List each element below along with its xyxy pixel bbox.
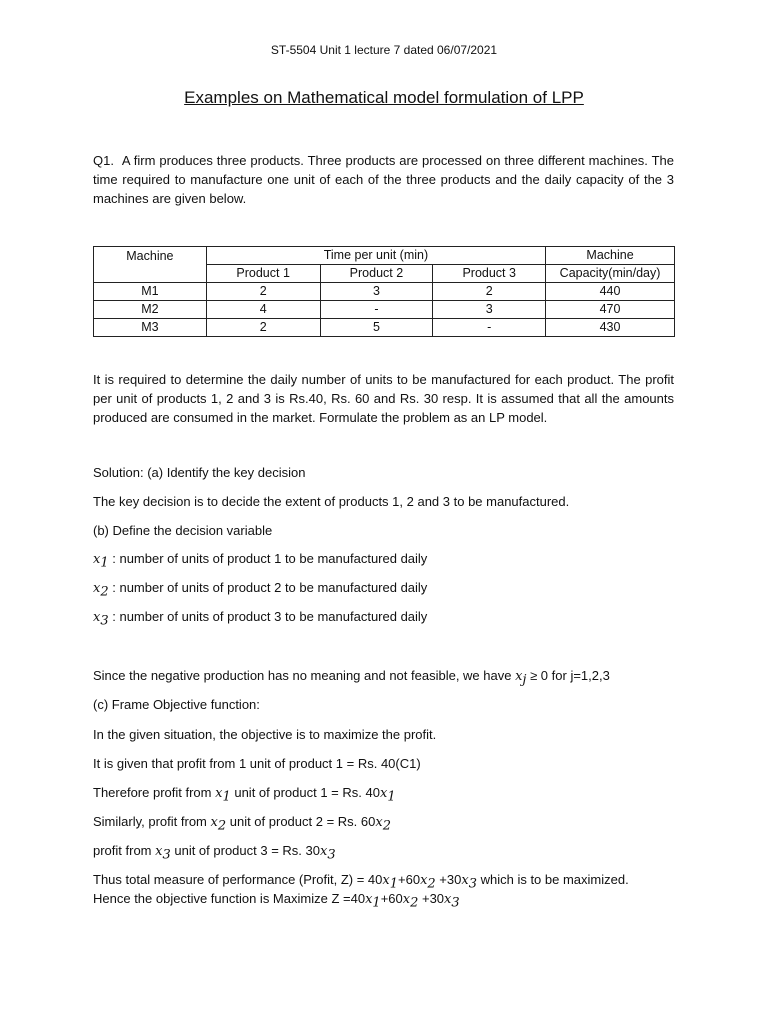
key-decision-text: The key decision is to decide the extent of products 1, 2 and 3 to be manufactured. [93,494,570,509]
lecture-header: ST-5504 Unit 1 lecture 7 dated 06/07/2021 [270,43,498,57]
table-cell-capacity: 430 [546,319,675,337]
variable-description: : number of units of product 1 to be manufactured daily [108,551,428,566]
text-segment: +60 [398,872,421,887]
table-cell-machine: M2 [94,301,207,319]
table-cell-capacity: 470 [546,301,675,319]
table-cell-product-2: - [320,301,433,319]
text-segment: unit of product 2 = Rs. 60 [226,814,376,829]
table-header-capacity-2: Capacity(min/day) [546,265,675,283]
table-cell-product-3: 2 [433,283,546,301]
variable-symbol: x [379,786,388,801]
page-title: Examples on Mathematical model formulation of LPP [184,88,584,107]
table-cell-capacity: 440 [546,283,675,301]
variable-symbol: x [382,873,390,888]
solution-step-c: (c) Frame Objective function: [93,697,260,712]
variable-subscript: 2 [382,818,391,834]
variable-subscript: 1 [100,555,109,571]
table-row [94,319,675,337]
variable-symbol: x [319,844,328,859]
problem-paragraph: It is required to determine the daily number of units to be manufactured for each product. The profit per unit of products 1, 2 and 3 is Rs.40, Rs. 60 and Rs. 30 resp. It is assumed that all the amounts produced are consumed in the market. Formulate the problem as an LP model. [93,372,674,425]
objective-intro: In the given situation, the objective is to maximize the profit. [93,727,437,742]
table-header-machine: Machine [94,247,207,283]
table-cell-product-1: 2 [206,319,320,337]
variable-symbol: x [375,815,383,830]
text-segment: which is to be maximized. [476,872,629,887]
text-segment: +30 [418,891,445,906]
variable-symbol: x [365,892,373,907]
profit-product-1 [93,785,396,805]
variable-subscript: 1 [389,876,398,892]
variable-symbol: x [93,581,101,596]
text-segment: +30 [435,872,462,887]
table-header-time-per-unit: Time per unit (min) [206,247,545,265]
text-segment: +60 [380,891,403,906]
variable-symbol: x [155,844,163,859]
variable-subscript: 3 [162,847,171,863]
table-cell-machine: M3 [94,319,207,337]
variable-subscript: 3 [451,895,460,911]
variable-subscript: 3 [327,847,336,863]
variable-symbol: x [444,892,452,907]
variable-symbol: x [93,610,101,625]
variable-subscript: 1 [222,789,231,805]
variable-description: : number of units of product 2 to be manufactured daily [108,580,428,595]
variable-symbol: x [210,815,218,830]
variable-subscript: 2 [410,895,419,911]
text-segment: unit of product 3 = Rs. 30 [170,843,320,858]
profit-product-2 [93,814,391,834]
solution-step-b: (b) Define the decision variable [93,523,273,538]
table-cell-product-3: 3 [433,301,546,319]
text-segment: unit of product 1 = Rs. 40 [230,785,380,800]
non-negativity-text: Since the negative production has no meaning and not feasible, we have [93,668,516,683]
variable-subscript: 3 [100,613,109,629]
table-row [94,283,675,301]
question-text: A firm produces three products. Three products are processed on three different machines. The time required to manufacture one unit of each of the three products and the daily capacity of the 3 machines are given below. [93,153,674,206]
table-cell-product-1: 2 [206,283,320,301]
variable-subscript: j [522,672,527,688]
table-cell-product-2: 5 [320,319,433,337]
machine-time-table [93,246,675,337]
table-cell-product-2: 3 [320,283,433,301]
table-cell-product-1: 4 [206,301,320,319]
variable-symbol: x [461,873,469,888]
text-segment: Thus total measure of performance (Profit, Z) = 40 [93,872,383,887]
variable-symbol: x [515,669,523,684]
variable-symbol: x [215,786,223,801]
decision-variable-3 [93,609,427,629]
profit-product-3 [93,843,336,863]
text-segment: Similarly, profit from [93,814,211,829]
variable-subscript: 1 [387,789,396,805]
non-negativity-relation: ≥ 0 [526,668,549,683]
variable-symbol: x [402,892,411,907]
text-segment: Hence the objective function is Maximize Z =40 [93,891,366,906]
variable-subscript: 2 [100,584,109,600]
variable-subscript: 3 [468,876,477,892]
non-negativity-range: for j=1,2,3 [548,668,610,683]
variable-subscript: 2 [217,818,227,834]
table-cell-machine: M1 [94,283,207,301]
total-performance-line [93,872,629,892]
profit-given: It is given that profit from 1 unit of product 1 = Rs. 40(C1) [93,756,421,771]
decision-variable-1 [93,551,427,571]
table-header-product-2: Product 2 [320,265,433,283]
question-label: Q1. [93,153,114,168]
variable-subscript: 1 [372,895,381,911]
question-paragraph [93,151,674,208]
table-header-product-3: Product 3 [433,265,546,283]
text-segment: Therefore profit from [93,785,216,800]
table-cell-product-3: - [433,319,546,337]
objective-function-line [93,891,460,911]
table-header-product-1: Product 1 [206,265,320,283]
variable-symbol: x [93,552,101,567]
text-segment: profit from [93,843,156,858]
variable-symbol: x [420,873,428,888]
variable-subscript: 2 [427,876,436,892]
variable-description: : number of units of product 3 to be manufactured daily [108,609,428,624]
solution-step-a: Solution: (a) Identify the key decision [93,465,306,480]
table-header-capacity-1: Machine [546,247,675,265]
decision-variable-2 [93,580,427,600]
non-negativity-statement [93,668,610,688]
table-row [94,301,675,319]
